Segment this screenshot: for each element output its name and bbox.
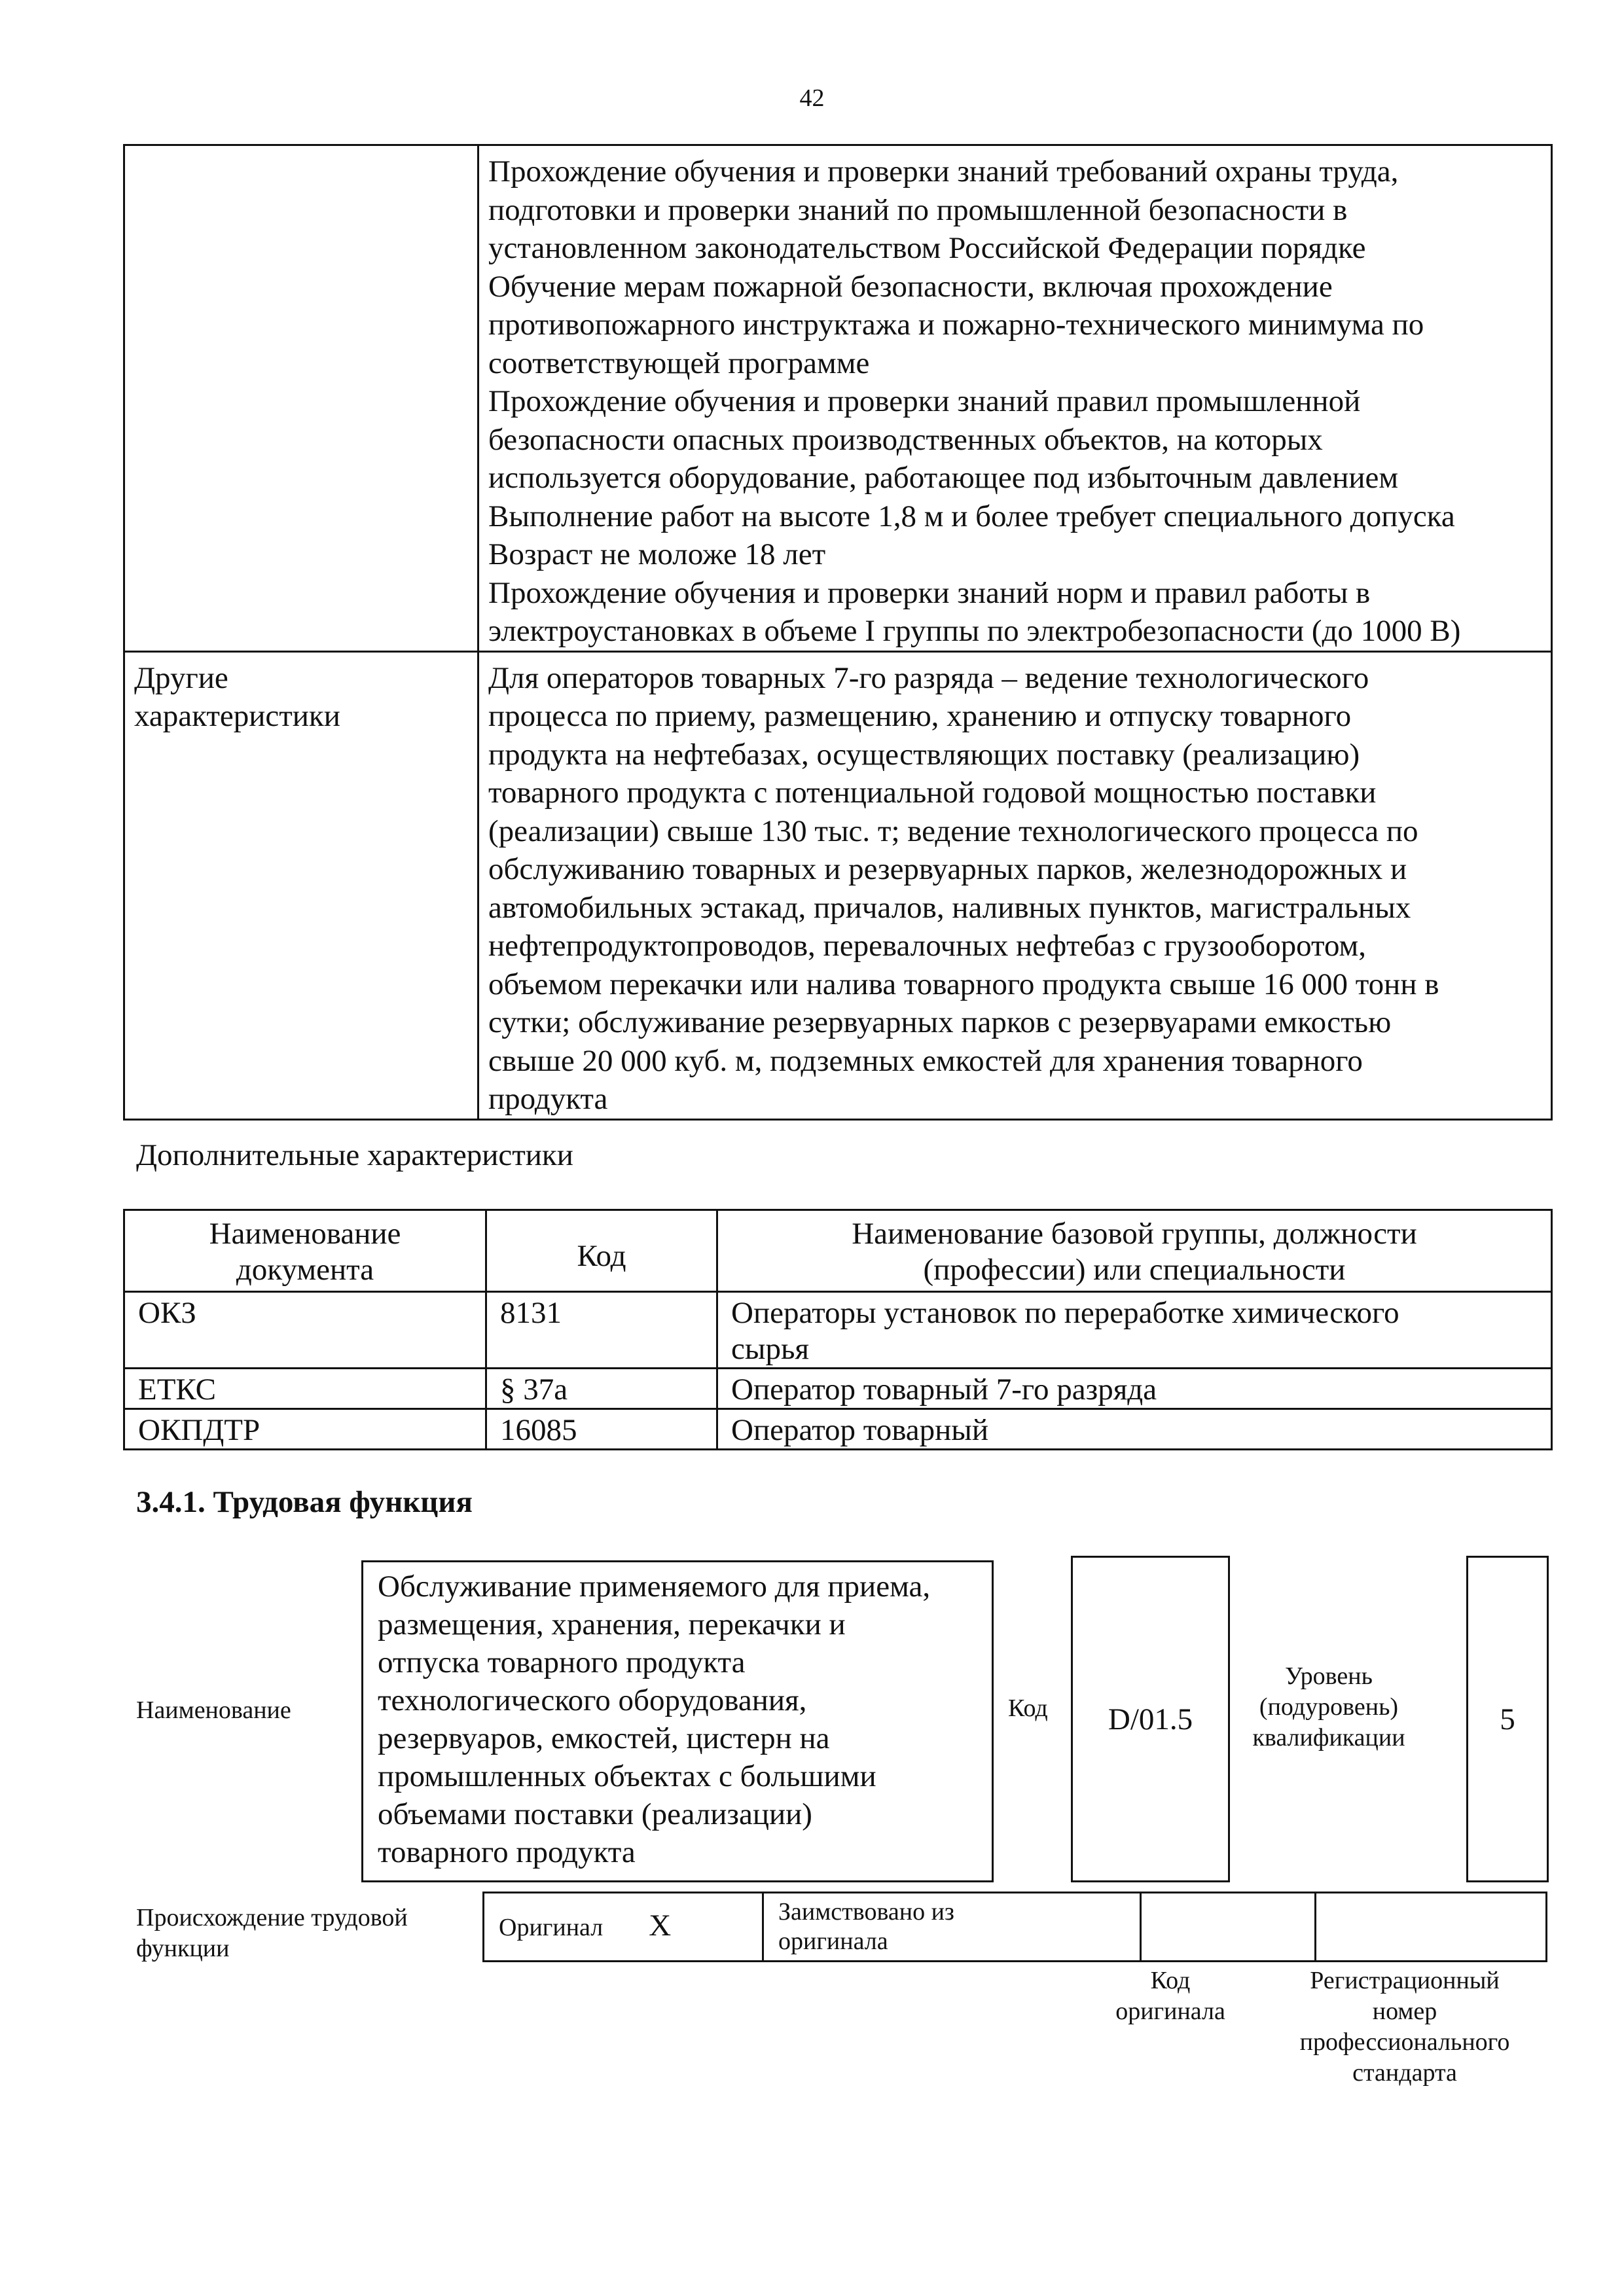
function-name-line: объемами поставки (реализации) bbox=[378, 1797, 812, 1831]
other-characteristics-line: Для операторов товарных 7-го разряда – ведение технологического bbox=[488, 660, 1369, 695]
requirement-line: соответствующей программе bbox=[488, 346, 870, 380]
requirement-line: Прохождение обучения и проверки знаний норм и правил работы в bbox=[488, 575, 1371, 610]
origin-original-cell bbox=[484, 1893, 763, 1962]
function-origin-label bbox=[136, 1903, 408, 1964]
function-name-line: размещения, хранения, перекачки и bbox=[378, 1607, 846, 1641]
row-name bbox=[717, 1369, 1552, 1409]
requirements-row bbox=[124, 145, 1552, 652]
table-row bbox=[124, 1292, 1552, 1369]
function-name-line: отпуска товарного продукта bbox=[378, 1645, 746, 1679]
requirement-line: безопасности опасных производственных объектов, на которых bbox=[488, 422, 1323, 457]
function-origin-label-line: Происхождение трудовой bbox=[136, 1904, 408, 1931]
header-line: Наименование базовой группы, должности bbox=[852, 1217, 1417, 1251]
row-code: 16085 bbox=[486, 1409, 717, 1450]
registration-number-caption-line: Регистрационный bbox=[1310, 1967, 1500, 1994]
requirements-table bbox=[123, 144, 1553, 1121]
origin-code-cell bbox=[1141, 1893, 1316, 1962]
requirement-line: используется оборудование, работающее под избыточным давлением bbox=[488, 461, 1399, 495]
function-origin-table bbox=[482, 1892, 1547, 1962]
qualification-level-label-line: Уровень bbox=[1285, 1662, 1373, 1690]
requirement-line: Выполнение работ на высоте 1,8 м и более требует специального допуска bbox=[488, 499, 1455, 533]
row-code: 8131 bbox=[486, 1292, 717, 1369]
function-code-value: D/01.5 bbox=[1108, 1702, 1193, 1736]
requirement-line: Прохождение обучения и проверки знаний правил промышленной bbox=[488, 384, 1361, 418]
table-row bbox=[124, 1369, 1552, 1409]
function-name-box bbox=[361, 1560, 994, 1882]
requirement-line: установленном законодательством Российской Федерации порядке bbox=[488, 231, 1366, 265]
other-characteristics-line: товарного продукта с потенциальной годовой мощностью поставки bbox=[488, 776, 1377, 810]
requirement-line: Прохождение обучения и проверки знаний требований охраны труда, bbox=[488, 154, 1399, 188]
header-line: (профессии) или специальности bbox=[923, 1253, 1346, 1287]
requirement-line: противопожарного инструктажа и пожарно-технического минимума по bbox=[488, 308, 1424, 342]
header-group-name bbox=[717, 1210, 1552, 1292]
other-characteristics-label bbox=[124, 651, 478, 1119]
origin-original-mark: X bbox=[649, 1909, 672, 1943]
additional-characteristics-title: Дополнительные характеристики bbox=[136, 1138, 573, 1172]
table-header-row bbox=[124, 1210, 1552, 1292]
origin-code-caption-line: Код bbox=[1150, 1967, 1191, 1994]
registration-number-caption-line: стандарта bbox=[1352, 2059, 1457, 2087]
other-characteristics-line: продукта на нефтебазах, осуществляющих поставку (реализацию) bbox=[488, 737, 1360, 772]
function-name-line: промышленных объектах с большими bbox=[378, 1759, 876, 1793]
header-line: документа bbox=[236, 1253, 374, 1287]
registration-number-caption bbox=[1267, 1965, 1542, 2089]
row-document: ОКПДТР bbox=[124, 1409, 486, 1450]
row-name bbox=[717, 1292, 1552, 1369]
page-number: 42 bbox=[799, 84, 825, 112]
qualification-level-value: 5 bbox=[1500, 1702, 1515, 1736]
qualification-level-box bbox=[1466, 1556, 1549, 1882]
requirement-line: Обучение мерам пожарной безопасности, включая прохождение bbox=[488, 269, 1333, 304]
function-code-label: Код bbox=[1008, 1695, 1048, 1722]
row-name-line: сырья bbox=[731, 1332, 809, 1366]
function-name-label: Наименование bbox=[136, 1696, 291, 1724]
function-name-line: технологического оборудования, bbox=[378, 1683, 807, 1717]
other-characteristics-line: (реализации) свыше 130 тыс. т; ведение технологического процесса по bbox=[488, 814, 1418, 848]
function-origin-label-line: функции bbox=[136, 1935, 230, 1962]
labor-function-heading: 3.4.1. Трудовая функция bbox=[136, 1485, 473, 1519]
function-name-line: Обслуживание применяемого для приема, bbox=[378, 1570, 931, 1604]
origin-borrowed-line: оригинала bbox=[778, 1928, 888, 1955]
origin-row bbox=[484, 1893, 1547, 1962]
qualification-level-label-line: квалификации bbox=[1252, 1724, 1405, 1751]
origin-borrowed-line: Заимствовано из bbox=[778, 1898, 954, 1926]
registration-number-caption-line: номер bbox=[1372, 1998, 1437, 2025]
other-characteristics-line: нефтепродуктопроводов, перевалочных нефтебаз с грузооборотом, bbox=[488, 929, 1367, 963]
requirements-cell bbox=[478, 145, 1552, 652]
row-name bbox=[717, 1409, 1552, 1450]
row-name-line: Операторы установок по переработке химического bbox=[731, 1296, 1399, 1330]
qualification-level-label-line: (подуровень) bbox=[1259, 1693, 1399, 1721]
requirement-line: подготовки и проверки знаний по промышленной безопасности в bbox=[488, 192, 1348, 227]
other-characteristics-line: свыше 20 000 куб. м, подземных емкостей для хранения товарного bbox=[488, 1043, 1363, 1078]
function-name-line: резервуаров, емкостей, цистерн на bbox=[378, 1721, 830, 1755]
other-characteristics-line: процесса по приему, размещению, хранению и отпуску товарного bbox=[488, 699, 1352, 733]
other-characteristics-label-line: Другие bbox=[134, 660, 228, 695]
function-code-box bbox=[1071, 1556, 1230, 1882]
row-code: § 37а bbox=[486, 1369, 717, 1409]
header-line: Наименование bbox=[209, 1217, 401, 1251]
origin-code-caption-line: оригинала bbox=[1115, 1998, 1225, 2025]
header-document-name bbox=[124, 1210, 486, 1292]
other-characteristics-label-line: характеристики bbox=[134, 699, 340, 733]
row-document: ЕТКС bbox=[124, 1369, 486, 1409]
row-document: ОКЗ bbox=[124, 1292, 486, 1369]
header-code: Код bbox=[486, 1210, 717, 1292]
other-characteristics-line: продукта bbox=[488, 1082, 608, 1116]
additional-characteristics-table bbox=[123, 1209, 1553, 1450]
other-characteristics-line: автомобильных эстакад, причалов, наливных пунктов, магистральных bbox=[488, 890, 1411, 925]
requirement-line: Возраст не моложе 18 лет bbox=[488, 537, 826, 571]
origin-original-label: Оригинал bbox=[499, 1914, 604, 1941]
other-characteristics-line: обслуживанию товарных и резервуарных парков, железнодорожных и bbox=[488, 852, 1407, 886]
origin-registration-cell bbox=[1316, 1893, 1547, 1962]
row-name-line: Оператор товарный 7-го разряда bbox=[731, 1372, 1157, 1407]
other-characteristics-cell bbox=[478, 651, 1552, 1119]
other-characteristics-line: сутки; обслуживание резервуарных парков с резервуарами емкостью bbox=[488, 1005, 1392, 1039]
row-name-line: Оператор товарный bbox=[731, 1413, 989, 1447]
requirement-line: электроустановках в объеме I группы по электробезопасности (до 1000 В) bbox=[488, 614, 1461, 648]
requirements-label-cell bbox=[124, 145, 478, 652]
other-characteristics-line: объемом перекачки или налива товарного продукта свыше 16 000 тонн в bbox=[488, 967, 1439, 1001]
origin-code-caption bbox=[1085, 1965, 1255, 2027]
origin-borrowed-cell bbox=[763, 1893, 1141, 1962]
other-characteristics-row bbox=[124, 651, 1552, 1119]
table-row bbox=[124, 1409, 1552, 1450]
qualification-level-label bbox=[1244, 1661, 1414, 1753]
registration-number-caption-line: профессионального bbox=[1299, 2028, 1510, 2056]
function-name-line: товарного продукта bbox=[378, 1835, 636, 1869]
